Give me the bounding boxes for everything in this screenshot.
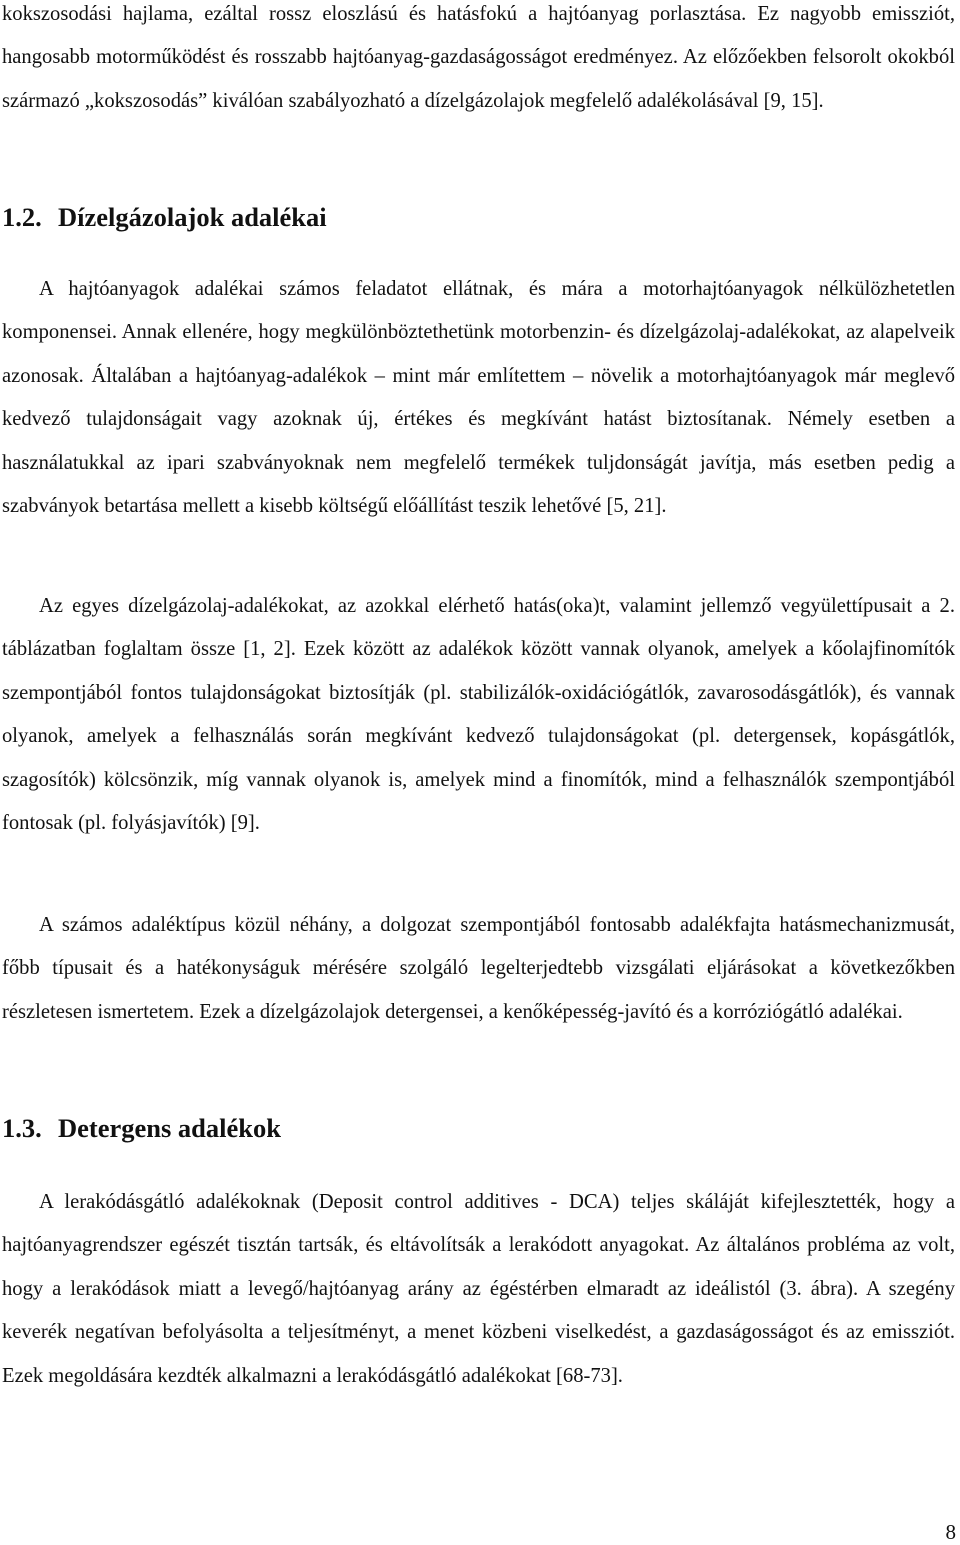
section-heading-1-3 [2,1111,281,1145]
section-number: 1.3. [2,1113,42,1143]
paragraph-additives: A hajtóanyagok adalékai számos feladatot ellátnak, és mára a motorhajtóanyagok nélkülözhetetlen komponensei. Annak ellenére, hogy megkülönböztethetünk motorbenzin- és dízelgázolaj-adalékokat, az alapelveik azonosak. Általában a hajtóanyag-adalékok – mint már említettem – növelik a motorhajtóanyagok már meglevő kedvező tulajdonságait vagy azoknak új, értékes és megkívánt hatást biztosítanak. Némely esetben a használatukkal az ipari szabványoknak nem megfelelő termékek tuljdonságát javítja, más esetben pedig a szabványok betartása mellett a kisebb költségű előállítást teszik lehetővé [5, 21]. [2,278,955,518]
paragraph-additive-types: Az egyes dízelgázolaj-adalékokat, az azokkal elérhető hatás(oka)t, valamint jellemző vegyülettípusait a 2. táblázatban foglaltam össze [1, 2]. Ezek között az adalékok között vannak olyanok, amelyek a kőolajfinomítók szempontjából fontos tulajdonságokat biztosítják (pl. stabilizálók-oxidációgátlók, zavarosodásgátlók), és vannak olyanok, amelyek a felhasználás során megkívánt kedvező tulajdonságokat (pl. detergensek, kopásgátlók, szagosítók) kölcsönzik, míg vannak olyanok is, amelyek mind a finomítók, mind a felhasználók szempontjából fontosak (pl. folyásjavítók) [9]. [2,595,955,835]
section-title: Detergens adalékok [58,1113,282,1143]
paragraph-detergents: A lerakódásgátló adalékoknak (Deposit control additives - DCA) teljes skáláját kifejlesztették, hogy a hajtóanyagrendszer egészét tisztán tartsák, és eltávolítsák a lerakódott anyagokat. Az általános probléma az volt, hogy a lerakódások miatt a levegő/hajtóanyag arány az égéstérben elmaradt az ideálistól (3. ábra). A szegény keverék negatívan befolyásolta a teljesítményt, a menet közbeni viselkedést, a gazdaságosságot és az emissziót. Ezek megoldására kezdték alkalmazni a lerakódásgátló adalékokat [68-73]. [2,1191,955,1387]
section-heading-1-2 [2,200,327,234]
section-number: 1.2. [2,202,42,232]
paragraph-mechanisms: A számos adaléktípus közül néhány, a dolgozat szempontjából fontosabb adalékfajta hatásmechanizmusát, főbb típusait és a hatékonyságuk mérésére szolgáló legelterjedtebb vizsgálati eljárásokat a következőkben részletesen ismertetem. Ezek a dízelgázolajok detergensei, a kenőképesség-javító és a korróziógátló adalékai. [2,914,955,1023]
paragraph-intro: kokszosodási hajlama, ezáltal rossz eloszlású és hatásfokú a hajtóanyag porlasztása. Ez nagyobb emissziót, hangosabb motorműködést és rosszabb hajtóanyag-gazdaságosságot eredményez. Az előzőekben felsorolt okokból származó „kokszosodás” kiválóan szabályozható a dízelgázolajok megfelelő adalékolásával [9, 15]. [2,3,955,112]
page-number: 8 [945,1520,956,1544]
section-title: Dízelgázolajok adalékai [58,202,327,232]
